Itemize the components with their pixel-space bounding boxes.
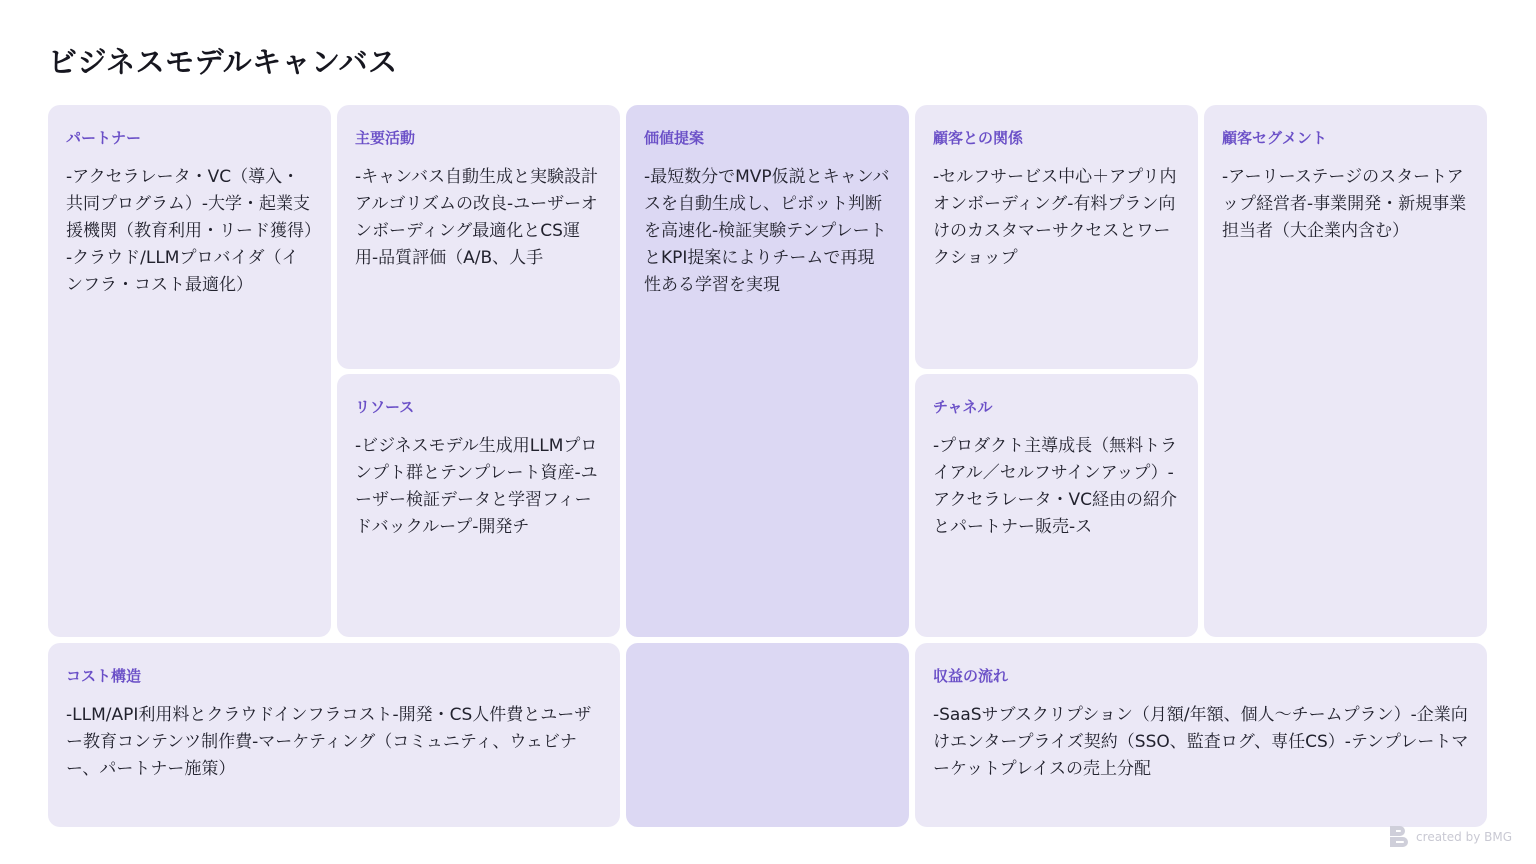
key-activities-body: -キャンバス自動生成と実験設計アルゴリズムの改良-ユーザーオンボーディング最適化とCS運用-品質評価（A/B、人手 (355, 167, 598, 268)
value-propositions-body: -最短数分でMVP仮説とキャンバスを自動生成し、ピボット判断を高速化-検証実験テンプレートとKPI提案によりチームで再現性ある学習を実現 (644, 167, 890, 295)
partners-heading: パートナー (66, 129, 142, 147)
customer-relationships-heading: 顧客との関係 (933, 129, 1024, 147)
value-propositions-cell (626, 105, 909, 637)
value-propositions-heading: 価値提案 (644, 129, 705, 147)
cost-structure-cell (48, 643, 620, 827)
bmg-logo-icon (1390, 826, 1410, 848)
watermark (1390, 826, 1512, 848)
customer-relationships-cell (915, 105, 1198, 369)
watermark-text: created by BMG (1416, 830, 1512, 844)
key-resources-body: -ビジネスモデル生成用LLMプロンプト群とテンプレート資産-ユーザー検証データと学習フィードバックループ-開発チ (355, 436, 598, 537)
key-resources-heading: リソース (355, 398, 415, 416)
partners-body: -アクセラレータ・VC（導入・共同プログラム）-大学・起業支援機関（教育利用・リード獲得）-クラウド/LLMプロバイダ（インフラ・コスト最適化） (66, 167, 313, 295)
key-resources-cell (337, 374, 620, 637)
key-activities-cell (337, 105, 620, 369)
cost-structure-heading: コスト構造 (66, 667, 142, 685)
cost-structure-body: -LLM/API利用料とクラウドインフラコスト-開発・CS人件費とユーザー教育コンテンツ制作費-マーケティング（コミュニティ、ウェビナー、パートナー施策） (66, 705, 592, 779)
customer-segments-body: -アーリーステージのスタートアップ経営者-事業開発・新規事業担当者（大企業内含む） (1222, 167, 1467, 241)
key-activities-heading: 主要活動 (355, 129, 416, 147)
customer-segments-cell (1204, 105, 1487, 637)
revenue-streams-heading: 収益の流れ (933, 667, 1009, 685)
revenue-streams-cell (915, 643, 1487, 827)
page-title: ビジネスモデルキャンバス (48, 45, 398, 79)
channels-cell (915, 374, 1198, 637)
customer-segments-heading: 顧客セグメント (1222, 129, 1327, 147)
bottom-middle-panel (626, 643, 909, 827)
partners-cell (48, 105, 331, 637)
customer-relationships-body: -セルフサービス中心＋アプリ内オンボーディング-有料プラン向けのカスタマーサクセスとワークショップ (933, 167, 1177, 268)
channels-body: -プロダクト主導成長（無料トライアル／セルフサインアップ）-アクセラレータ・VC経由の紹介とパートナー販売-ス (933, 436, 1178, 537)
revenue-streams-body: -SaaSサブスクリプション（月額/年額、個人〜チームプラン）-企業向けエンタープライズ契約（SSO、監査ログ、専任CS）-テンプレートマーケットプレイスの売上分配 (933, 705, 1469, 779)
channels-heading: チャネル (933, 398, 993, 416)
